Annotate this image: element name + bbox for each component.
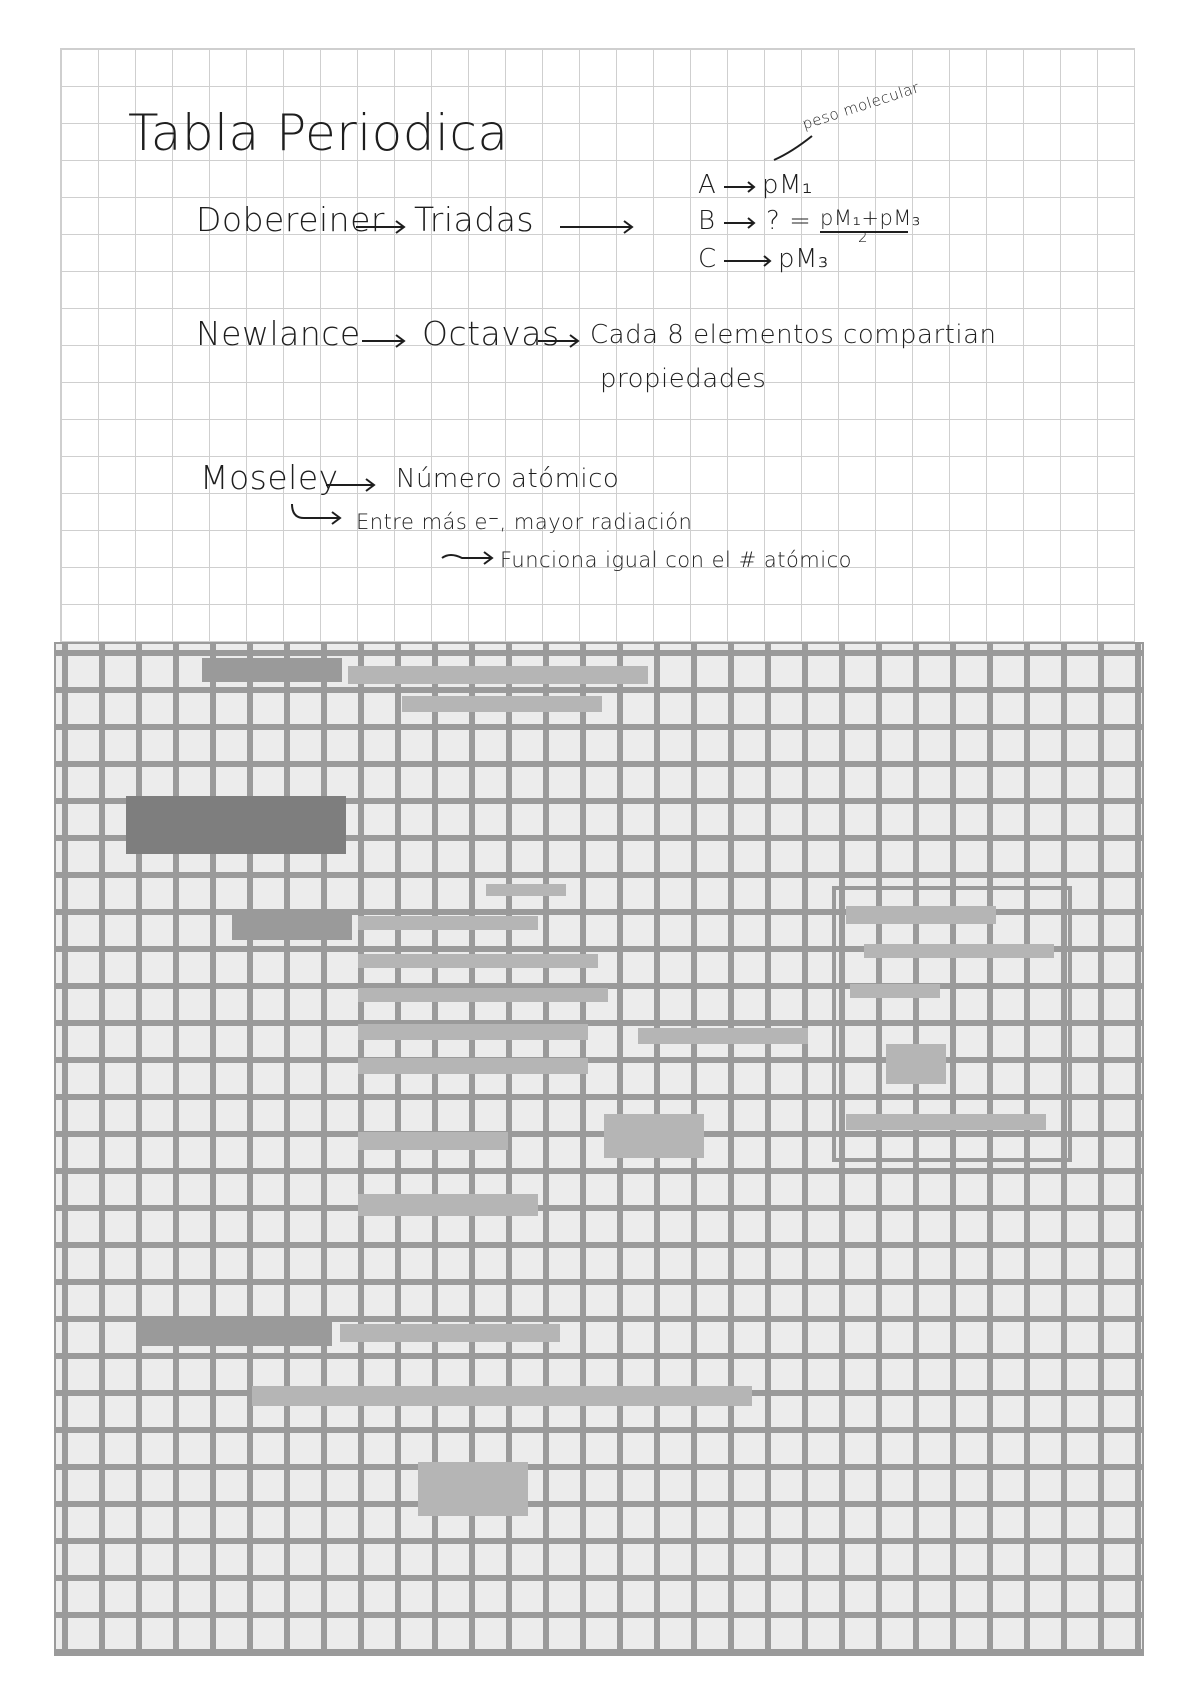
arrow-icon — [724, 255, 774, 267]
arrow-icon — [774, 132, 814, 162]
triad-a: A — [698, 170, 717, 200]
arrow-icon — [724, 217, 758, 229]
blurred-text — [846, 906, 996, 924]
octavas-label: Octavas — [422, 314, 560, 353]
peso-molecular-annotation: peso molecular — [800, 78, 922, 134]
arrow-icon — [538, 334, 582, 348]
blurred-text — [340, 1324, 560, 1342]
triad-b: B — [698, 206, 716, 236]
blurred-text — [486, 884, 566, 896]
blurred-text — [850, 984, 940, 998]
blurred-text — [864, 944, 1054, 958]
arrow-icon — [724, 181, 758, 193]
blurred-text — [142, 1316, 332, 1346]
blurred-text — [358, 916, 538, 930]
formula-denominator: 2 — [858, 228, 869, 246]
arrow-icon — [560, 220, 636, 234]
blurred-text — [886, 1044, 946, 1084]
blurred-text — [232, 912, 352, 940]
arrow-icon — [362, 334, 408, 348]
moseley-sub2: Funciona igual con el # atómico — [500, 548, 852, 572]
blurred-preview-region — [54, 642, 1144, 1656]
blurred-text — [358, 1058, 588, 1074]
page-title: Tabla Periodica — [128, 104, 509, 162]
blurred-text — [402, 696, 602, 712]
blurred-text — [202, 658, 342, 682]
newlands-label: Newlance — [196, 314, 361, 353]
triad-c: C — [698, 244, 717, 274]
blurred-text — [358, 1194, 538, 1216]
blurred-box — [832, 886, 836, 1162]
blurred-text — [252, 1386, 752, 1406]
numero-atomico-label: Número atómico — [396, 464, 620, 494]
blurred-text — [358, 1024, 588, 1040]
hook-arrow-icon — [440, 548, 496, 568]
octavas-detail-line1: Cada 8 elementos compartian — [590, 320, 997, 350]
blurred-box — [832, 886, 1072, 890]
moseley-label: Moseley — [200, 458, 339, 497]
triad-pm1: pM₁ — [762, 170, 813, 200]
blurred-text — [348, 666, 648, 684]
triadas-label: Triadas — [414, 200, 535, 239]
blurred-text — [638, 1028, 808, 1044]
hook-arrow-icon — [290, 502, 344, 526]
octavas-detail-line2: propiedades — [600, 364, 767, 394]
triad-middle: ? = — [766, 206, 812, 236]
moseley-sub1: Entre más e⁻, mayor radiación — [356, 510, 693, 534]
dobereiner-label: Dobereiner — [196, 200, 385, 239]
blurred-text — [358, 988, 608, 1002]
blurred-text — [846, 1114, 1046, 1130]
arrow-icon — [326, 478, 378, 492]
arrow-icon — [356, 220, 408, 234]
blurred-text — [604, 1114, 704, 1158]
blurred-box — [1068, 886, 1072, 1162]
triad-pm3: pM₃ — [778, 244, 829, 274]
blurred-text — [358, 954, 598, 968]
formula-numerator: pM₁+pM₃ — [820, 206, 921, 230]
blurred-text — [418, 1462, 528, 1516]
blurred-heading — [126, 796, 346, 854]
blurred-text — [358, 1132, 508, 1150]
blurred-box — [832, 1158, 1072, 1162]
